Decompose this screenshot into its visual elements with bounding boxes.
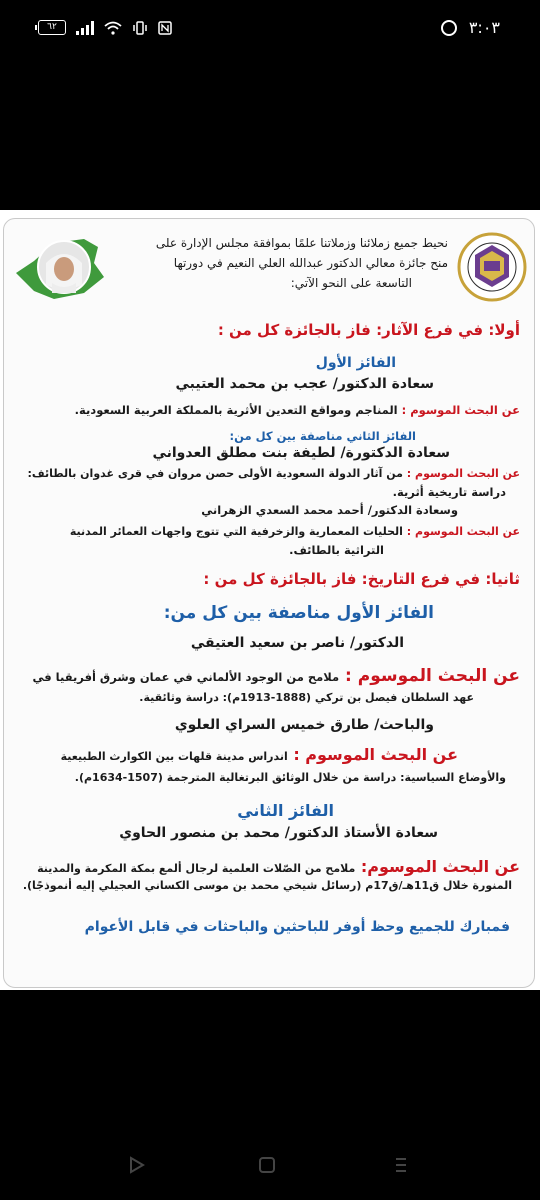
back-icon[interactable] — [128, 1156, 146, 1174]
research-title: اندراس مدينة قلهات بين الكوارث الطبيعية — [60, 750, 288, 763]
post-line: المنورة خلال ق11هـ/ق17م (رسائل شيخي محمد بن موسى الكساني العجيلي إليه أنموذجًا). — [22, 879, 512, 892]
wifi-icon — [104, 21, 122, 35]
research-title: ملامح من الصّلات العلمية لرجال ألمع بمكة المكرمة والمدينة — [37, 862, 356, 875]
post-line: دراسة تاريخية أثرية. — [392, 485, 506, 499]
recents-icon[interactable] — [392, 1156, 410, 1174]
post-line: الدكتور/ ناصر بن سعيد العتيقي — [190, 635, 404, 651]
post-line: الفائز الأول مناصفة بين كل من: — [163, 603, 434, 623]
post-line: الفائز الثاني — [237, 801, 334, 820]
post-line: أولا: في فرع الآثار: فاز بالجائزة كل من : — [217, 321, 520, 339]
research-label: عن البحث الموسوم : — [287, 745, 458, 764]
research-title: من آثار الدولة السعودية الأولى حصن مروان في قرى غدوان بالطائف: — [27, 467, 403, 480]
post-line — [33, 666, 520, 686]
battery-icon — [38, 20, 66, 35]
status-right — [441, 18, 500, 37]
post-line: الفائز الثاني مناصفة بين كل من: — [229, 429, 416, 443]
post-line: الفائز الأول — [315, 355, 396, 371]
intro-line: نحيط جميع زملائنا وزملاتنا علمًا بموافقة مجلس الإدارة على — [155, 236, 448, 250]
navigation-bar — [0, 1130, 540, 1200]
post-line: سعادة الأستاذ الدكتور/ محمد بن منصور الحاوي — [119, 825, 438, 841]
post-image — [0, 210, 540, 990]
post-line: ثانيا: في فرع التاريخ: فاز بالجائزة كل من : — [203, 570, 520, 588]
status-bar — [0, 0, 540, 62]
whatsapp-icon — [441, 20, 457, 36]
post-line — [27, 467, 520, 480]
research-label: عن البحث الموسوم: — [355, 857, 520, 876]
post-line: وسعادة الدكتور/ أحمد محمد السعدي الزهراني — [201, 503, 458, 517]
post-frame — [3, 218, 535, 988]
research-title: المناجم ومواقع التعدين الأثرية بالمملكة العربية السعودية. — [74, 403, 398, 417]
research-label: عن البحث الموسوم : — [402, 525, 520, 538]
society-logo — [456, 231, 528, 303]
research-title: ملامح من الوجود الألماني في عمان وشرق أفريقيا في — [32, 670, 340, 684]
post-line: عهد السلطان فيصل بن تركي (1888-1913م): دراسة وثائقية. — [139, 691, 474, 704]
post-line: سعادة الدكتور/ عجب بن محمد العتيبي — [175, 376, 434, 392]
post-line: سعادة الدكتورة/ لطيفة بنت مطلق العدواني — [152, 445, 450, 461]
post-line — [75, 403, 520, 417]
portrait-image — [14, 233, 106, 301]
nfc-icon — [158, 21, 172, 35]
post-line: والأوضاع السياسية: دراسة من خلال الوثائق البرتغالية المترجمة (1507-1634م). — [74, 771, 506, 784]
battery-level: ٦٢ — [47, 22, 57, 32]
research-label: عن البحث الموسوم : — [339, 666, 520, 686]
intro-line: منح جائزة معالي الدكتور عبدالله العلي النعيم في دورتها — [173, 256, 448, 270]
post-line: فمبارك للجميع وحظ أوفر للباحثين والباحثات في قابل الأعوام — [84, 919, 510, 935]
signal-icon — [76, 21, 94, 35]
research-title: الحليات المعمارية والزخرفية التي تتوج واجهات العمائر المدنية — [69, 525, 403, 538]
status-icons — [38, 20, 172, 35]
post-line — [70, 525, 520, 538]
intro-text — [108, 233, 448, 293]
research-label: عن البحث الموسوم : — [397, 403, 520, 417]
vibrate-icon — [132, 21, 148, 35]
post-line — [37, 857, 520, 876]
post-line — [61, 745, 458, 764]
intro-line: التاسعة على النحو الآتي: — [290, 276, 412, 290]
research-label: عن البحث الموسوم : — [402, 467, 520, 480]
post-content — [4, 219, 534, 987]
clock: ٣:٠٣ — [468, 18, 500, 37]
post-line: والباحث/ طارق خميس السراي العلوي — [174, 717, 434, 733]
home-icon[interactable] — [258, 1156, 276, 1174]
post-line: التراثية بالطائف. — [289, 543, 384, 557]
